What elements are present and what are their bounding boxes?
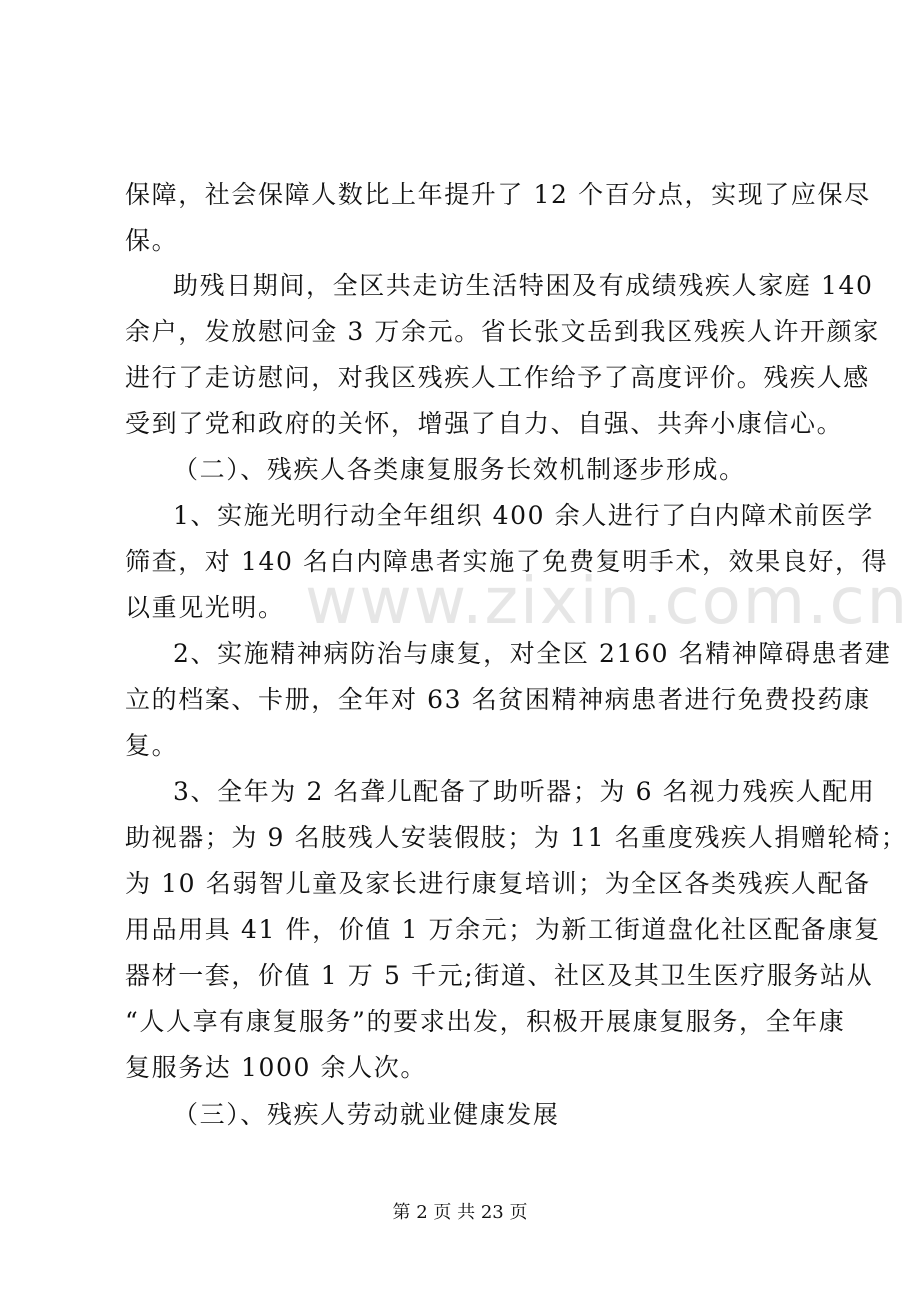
body-line: 助视器；为 9 名肢残人安装假肢；为 11 名重度残疾人捐赠轮椅； (125, 823, 908, 852)
body-line: 筛查，对 140 名白内障患者实施了免费复明手术，效果良好，得 (125, 547, 889, 576)
body-line: 复。 (125, 731, 179, 760)
body-line: 受到了党和政府的关怀，增强了自力、自强、共奔小康信心。 (125, 409, 844, 438)
body-line: 余户，发放慰问金 3 万余元。省长张文岳到我区残疾人许开颜家 (125, 317, 880, 346)
body-line: 进行了走访慰问，对我区残疾人工作给予了高度评价。残疾人感 (125, 363, 870, 392)
body-line: 复服务达 1000 余人次。 (125, 1053, 427, 1082)
body-line: 用品用具 41 件，价值 1 万余元；为新工街道盘化社区配备康复 (125, 915, 881, 944)
page-footer: 第 2 页 共 23 页 (392, 1202, 528, 1223)
paragraph-first-line: 1、实施光明行动全年组织 400 余人进行了白内障术前医学 (173, 501, 874, 530)
body-line: 保。 (125, 226, 179, 255)
body-line: 立的档案、卡册，全年对 63 名贫困精神病患者进行免费投药康 (125, 685, 871, 714)
body-line: 保障，社会保障人数比上年提升了 12 个百分点，实现了应保尽 (125, 180, 871, 209)
body-line: 以重见光明。 (125, 593, 285, 622)
paragraph-first-line: 3、全年为 2 名聋儿配备了助听器；为 6 名视力残疾人配用 (173, 777, 876, 806)
paragraph-first-line: 2、实施精神病防治与康复，对全区 2160 名精神障碍患者建 (173, 639, 892, 668)
section-heading: （三）、残疾人劳动就业健康发展 (173, 1100, 560, 1129)
watermark: www.zixin.com.cn (305, 565, 910, 639)
section-heading: （二）、残疾人各类康复服务长效机制逐步形成。 (173, 455, 746, 484)
body-line: 为 10 名弱智儿童及家长进行康复培训；为全区各类残疾人配备 (125, 869, 871, 898)
body-line: 器材一套，价值 1 万 5 千元;街道、社区及其卫生医疗服务站从 (125, 961, 874, 990)
body-line: “人人享有康复服务”的要求出发，积极开展康复服务，全年康 (125, 1007, 846, 1036)
paragraph-first-line: 助残日期间，全区共走访生活特困及有成绩残疾人家庭 140 (173, 271, 874, 300)
